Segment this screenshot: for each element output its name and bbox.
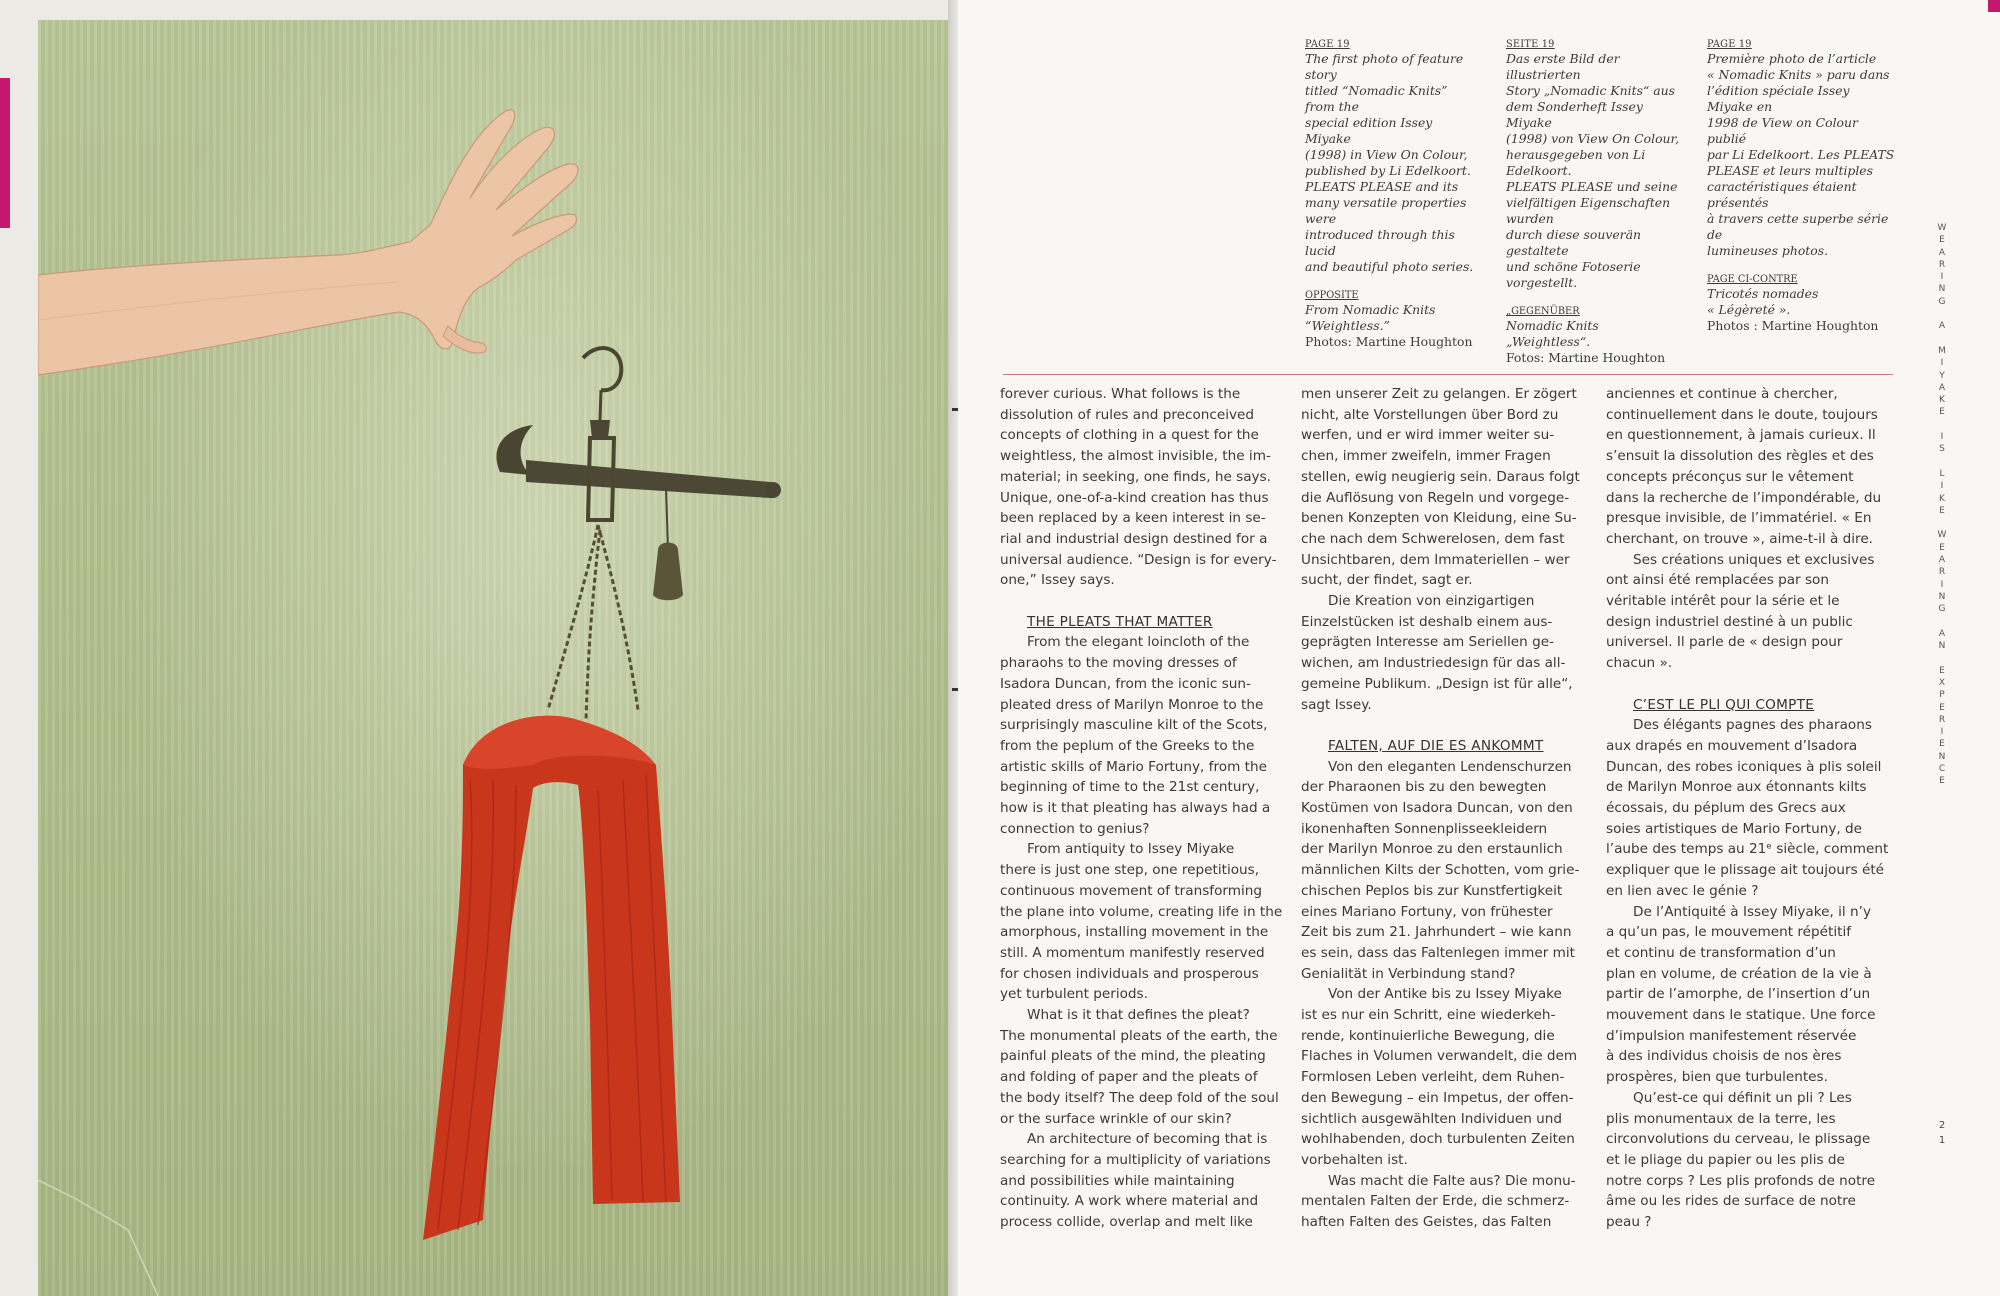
text-line: Des élégants pagnes des pharaons [1633,717,1872,734]
text-line: Unsichtbaren, dem Immateriellen – wer [1301,551,1570,568]
text-line: the plane into volume, creating life in the [1000,903,1283,920]
balance-scale-icon [496,348,781,778]
text-line: caractéristiques étaient présentés [1707,179,1857,210]
text-line: THE PLEATS THAT MATTER [1027,613,1213,630]
text-line: geprägten Interesse am Seriellen ge- [1301,634,1554,651]
paragraph [1606,550,1896,674]
text-line: amorphous, installing movement in the [1000,924,1269,941]
text-line: for chosen individuals and prosperous [1000,965,1259,982]
paragraph [1000,384,1290,591]
text-line: forever curious. What follows is the [1000,386,1241,402]
text-line: lumineuses photos. [1707,243,1829,258]
text-line: Story „Nomadic Knits“ aus [1506,83,1675,98]
paragraph [1301,984,1591,1170]
photo-credit: Photos : Martine Houghton [1707,318,1879,333]
text-line: et continu de transformation d’un [1606,944,1836,961]
text-line: a qu’un pas, le mouvement répétitif [1606,924,1852,941]
text-line: partir de l’amorphe, de l’insertion d’un [1606,986,1871,1003]
caption-label: SEITE 19 [1506,39,1555,50]
text-line: Einzelstücken ist deshalb einem aus- [1301,613,1553,630]
text-line: FALTEN, AUF DIE ES ANKOMMT [1328,737,1544,754]
text-line: still. A momentum manifestly reserved [1000,944,1265,961]
section-heading [1000,612,1290,633]
caption-text [1506,51,1681,291]
paragraph [1301,591,1591,715]
text-line: Tricotés nomades [1707,286,1819,301]
text-line: Von den eleganten Lendenschurzen [1328,758,1572,775]
text-line: expliquer que le plissage ait toujours été [1606,862,1885,879]
body-column-english [1000,384,1290,1233]
text-line: or the surface wrinkle of our skin? [1000,1110,1232,1127]
text-line: anciennes et continue à chercher, [1606,386,1838,402]
text-line: peau ? [1606,1214,1652,1231]
paragraph [1301,757,1591,985]
hand-icon [38,110,578,375]
magenta-corner-tab [1988,0,2000,12]
section-heading [1301,736,1591,757]
caption-label: PAGE 19 [1707,39,1752,50]
text-line: et le pliage du papier ou les plis de [1606,1152,1845,1168]
text-line: presque invisible, de l’immatériel. « En [1606,510,1872,527]
text-line: männlichen Kilts der Schotten, vom grie- [1301,862,1580,879]
text-line: introduced through this lucid [1305,227,1455,258]
text-line: Qu’est-ce qui définit un pli ? Les [1633,1089,1852,1106]
text-line: sichtlich ausgewählten Individuen und [1301,1110,1562,1127]
text-line: dissolution of rules and preconceived [1000,406,1255,423]
page-number [1936,1118,1948,1148]
text-line: ont ainsi été remplacées par son [1606,572,1829,589]
text-line: From antiquity to Issey Miyake [1027,841,1235,858]
text-line: eines Mariano Fortuny, von frühester [1301,903,1553,920]
scarf-icon [423,716,680,1240]
text-line: en lien avec le génie ? [1606,882,1759,899]
text-line: PLEATS PLEASE and its [1305,179,1459,194]
text-line: Première photo de l’article [1707,51,1877,66]
text-line: vielfältigen Eigenschaften wurden [1506,195,1671,226]
caption-text-opposite [1506,318,1681,350]
text-line: s’ensuit la dissolution des règles et des [1606,448,1874,465]
caption-label-opposite: OPPOSITE [1305,290,1359,301]
text-line: 1998 de View on Colour publié [1707,115,1858,146]
text-line: one,” Issey says. [1000,572,1115,589]
text-line: universel. Il parle de « design pour [1606,634,1843,651]
text-line: continuellement dans le doute, toujours [1606,406,1878,423]
text-line: searching for a multiplicity of variations [1000,1152,1271,1168]
text-line: haften Falten des Geistes, das Falten [1301,1214,1552,1231]
text-line: werfen, und er wird immer weiter su- [1301,427,1555,444]
text-line: “Weightless.” [1305,318,1390,333]
text-line: rial and industrial design destined for a [1000,530,1268,547]
section-heading [1606,695,1896,716]
text-line: men unserer Zeit zu gelangen. Er zögert [1301,386,1577,402]
text-line: special edition Issey Miyake [1305,115,1433,146]
text-line: chacun ». [1606,655,1673,672]
text-line: (1998) in View On Colour, [1305,147,1468,162]
text-line: Kostümen von Isadora Duncan, von den [1301,800,1573,817]
text-line: Ses créations uniques et exclusives [1633,551,1875,568]
text-line: aux drapés en mouvement d’Isadora [1606,737,1858,754]
text-line: vorbehalten ist. [1301,1152,1408,1168]
text-line: De l’Antiquité à Issey Miyake, il n’y [1633,903,1871,920]
text-line: Das erste Bild der illustrierten [1506,51,1620,82]
vertical-title-word: A [1938,321,1946,332]
paragraph [1606,902,1896,1088]
text-line: soies artistiques de Mario Fortuny, de [1606,820,1863,837]
caption-english [1305,38,1480,350]
paragraph [1000,1005,1290,1129]
text-line: and beautiful photo series. [1305,259,1474,274]
text-line: Zeit bis zum 21. Jahrhundert – wie kann [1301,924,1572,941]
text-line: and possibilities while maintaining [1000,1172,1235,1189]
text-line: gemeine Publikum. „Design ist für alle“, [1301,675,1573,692]
text-line: l’édition spéciale Issey Miyake en [1707,83,1850,114]
text-line: pharaohs to the moving dresses of [1000,655,1237,672]
text-line: material; in seeking, one finds, he says. [1000,468,1272,485]
text-line: continuity. A work where material and [1000,1193,1259,1210]
left-page [0,0,955,1296]
text-line: Was macht die Falte aus? Die monu- [1328,1172,1576,1189]
text-line: PLEATS PLEASE und seine [1506,179,1678,194]
text-line: process collide, overlap and melt like [1000,1214,1253,1231]
text-line: l’aube des temps au 21ᵉ siècle, comment [1606,841,1889,858]
text-line: ist es nur ein Schritt, eine wiederkeh- [1301,1007,1556,1024]
text-line: en questionnement, à jamais curieux. Il [1606,427,1876,444]
text-line: nicht, alte Vorstellungen über Bord zu [1301,406,1559,423]
paragraph [1301,1171,1591,1233]
caption-text-opposite [1305,302,1480,334]
text-line: connection to genius? [1000,820,1150,837]
photo-credit: Fotos: Martine Houghton [1506,350,1666,365]
text-line: C’EST LE PLI QUI COMPTE [1633,696,1815,713]
text-line: der Marilyn Monroe zu den erstaunlich [1301,841,1563,858]
text-line: many versatile properties were [1305,195,1467,226]
text-line: âme ou les rides de surface de notre [1606,1193,1856,1210]
text-line: Von der Antike bis zu Issey Miyake [1328,986,1562,1003]
text-line: and folding of paper and the pleats of [1000,1069,1258,1086]
caption-text [1305,51,1480,275]
text-line: Nomadic Knits [1506,318,1599,333]
text-line: notre corps ? Les plis profonds de notre [1606,1172,1876,1189]
text-line: An architecture of becoming that is [1027,1131,1268,1148]
text-line: dem Sonderheft Issey Miyake [1506,99,1643,130]
paragraph [1000,839,1290,1005]
text-line: artistic skills of Mario Fortuny, from the [1000,758,1267,775]
text-line: Isadora Duncan, from the iconic sun- [1000,675,1251,692]
text-line: « Légèreté ». [1707,302,1791,317]
text-line: chischen Peplos bis zur Kunstfertigkeit [1301,882,1563,899]
text-line: sucht, der findet, sagt er. [1301,572,1473,589]
text-line: how is it that pleating has always had a [1000,800,1271,817]
text-line: plis monumentaux de la terre, les [1606,1110,1836,1127]
feature-photo [38,20,952,1296]
text-line: Die Kreation von einzigartigen [1328,593,1535,610]
text-line: mentalen Falten der Erde, die schmerz- [1301,1193,1570,1210]
text-line: there is just one step, one repetitious, [1000,862,1260,879]
text-line: Formlosen Leben verleiht, dem Ruhen- [1301,1069,1565,1086]
paragraph [1606,1088,1896,1233]
text-line: der Pharaonen bis zu den bewegten [1301,779,1547,796]
text-line: dans la recherche de l’impondérable, du [1606,489,1882,506]
page-number-text: 2 1 [1938,1120,1946,1146]
text-line: weightless, the almost invisible, the im- [1000,448,1271,465]
text-line: yet turbulent periods. [1000,986,1148,1003]
text-line: „Weightless“. [1506,334,1591,349]
divider-rule [1003,374,1893,375]
caption-label-opposite: „GEGENÜBER [1506,306,1580,317]
text-line: « Nomadic Knits » paru dans [1707,67,1890,82]
text-line: prospères, bien que turbulentes. [1606,1069,1828,1086]
caption-french [1707,38,1897,334]
text-line: Unique, one-of-a-kind creation has thus [1000,489,1269,506]
text-line: PLEASE et leurs multiples [1707,163,1873,178]
caption-text [1707,51,1897,259]
vertical-title-word: A N [1938,628,1946,652]
text-line: mouvement dans le statique. Une force [1606,1007,1876,1024]
paragraph [1606,384,1896,550]
text-line: From the elegant loincloth of the [1027,634,1250,651]
caption-german [1506,38,1681,366]
text-line: es sein, dass das Faltenlegen immer mit [1301,944,1575,961]
text-line: beginning of time to the 21st century, [1000,779,1260,796]
text-line: d’impulsion manifestement réservée [1606,1027,1857,1044]
caption-label-opposite: PAGE CI-CONTRE [1707,274,1798,285]
text-line: à travers cette superbe série de [1707,211,1889,242]
vertical-title-word: M I Y A K E [1938,345,1946,418]
text-line: ikonenhaften Sonnenplisseekleidern [1301,820,1548,837]
text-line: wohlhabenden, doch turbulenten Zeiten [1301,1131,1575,1148]
text-line: rende, kontinuierliche Bewegung, die [1301,1027,1555,1044]
paragraph [1000,632,1290,839]
text-line: From Nomadic Knits [1305,302,1436,317]
caption-label: PAGE 19 [1305,39,1350,50]
vertical-title-word: E X P E R I E N C E [1938,665,1946,787]
text-line: benen Konzepten von Kleidung, eine Su- [1301,510,1577,527]
caption-text-opposite [1707,286,1897,318]
text-line: published by Li Edelkoort. [1305,163,1471,178]
vertical-title-word: L I K E [1939,468,1945,516]
text-line: concepts of clothing in a quest for the [1000,427,1259,444]
text-line: painful pleats of the mind, the pleating [1000,1048,1266,1065]
text-line: plan en volume, de création de la vie à [1606,965,1872,982]
text-line: pleated dress of Marilyn Monroe to the [1000,696,1264,713]
text-line: from the peplum of the Greeks to the [1000,737,1255,754]
text-line: de Marilyn Monroe aux étonnants kilts [1606,779,1867,796]
text-line: écossais, du péplum des Grecs aux [1606,800,1846,817]
text-line: Genialität in Verbindung stand? [1301,965,1516,982]
text-line: been replaced by a keen interest in se- [1000,510,1266,527]
text-line: surprisingly masculine kilt of the Scots, [1000,717,1268,734]
text-line: titled “Nomadic Knits” from the [1305,83,1448,114]
vertical-title-word: I S [1939,432,1945,455]
text-line: The first photo of feature story [1305,51,1464,82]
vertical-running-title [1936,222,1948,788]
text-line: the body itself? The deep fold of the soul [1000,1089,1279,1106]
text-line: design industriel destiné à un public [1606,613,1853,630]
text-line: circonvolutions du cerveau, le plissage [1606,1131,1871,1148]
text-line: continuous movement of transforming [1000,882,1263,899]
text-line: Duncan, des robes iconiques à plis soleil [1606,758,1882,775]
text-line: concepts préconçus sur le vêtement [1606,468,1854,485]
text-line: The monumental pleats of the earth, the [1000,1027,1278,1044]
paragraph [1606,715,1896,901]
text-line: den Bewegung – ein Impetus, der offen- [1301,1089,1574,1106]
text-line: véritable intérêt pour la série et le [1606,593,1840,610]
paragraph [1000,1129,1290,1233]
text-line: stellen, ewig neugierig sein. Daraus folgt [1301,468,1580,485]
text-line: wichen, am Industriedesign für das all- [1301,655,1566,672]
text-line: universal audience. “Design is for every- [1000,551,1277,568]
text-line: durch diese souverän gestaltete [1506,227,1641,258]
body-column-german [1301,384,1591,1233]
text-line: par Li Edelkoort. Les PLEATS [1707,147,1895,162]
paragraph [1301,384,1591,591]
vertical-title-word: W E A R I N G [1937,530,1947,615]
text-line: und schöne Fotoserie vorgestellt. [1506,259,1641,290]
text-line: Flaches in Volumen verwandelt, die dem [1301,1048,1578,1065]
text-line: cherchant, on trouve », aime-t-il à dire. [1606,530,1874,547]
photo-illustration [38,20,952,1296]
text-line: à des individus choisis de nos ères [1606,1048,1842,1065]
text-line: herausgegeben von Li Edelkoort. [1506,147,1646,178]
magenta-page-tab [0,78,10,228]
text-line: sagt Issey. [1301,696,1372,713]
body-column-french [1606,384,1896,1233]
text-line: die Auflösung von Regeln und vorgege- [1301,489,1570,506]
text-line: What is it that defines the pleat? [1027,1007,1250,1024]
photo-credit: Photos: Martine Houghton [1305,334,1473,349]
text-line: che nach dem Schwerelosen, dem fast [1301,530,1565,547]
vertical-title-word: W E A R I N G [1937,223,1947,307]
text-line: (1998) von View On Colour, [1506,131,1680,146]
text-line: chen, immer zweifeln, immer Fragen [1301,448,1551,465]
